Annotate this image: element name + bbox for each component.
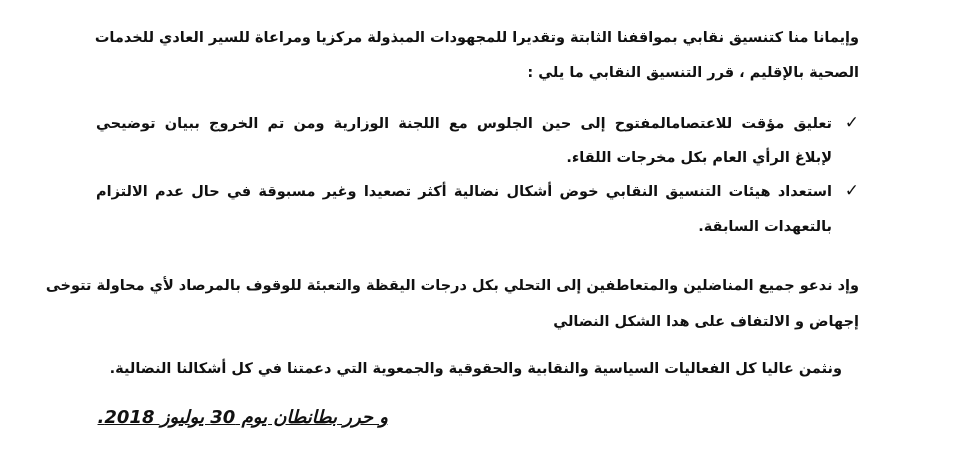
signature-date-line: و حرر بطانطان يوم 30 يوليوز 2018. <box>97 407 388 428</box>
decision-1-line-2: لإبلاغ الرأي العام بكل مخرجات اللقاء. <box>566 150 832 166</box>
intro-paragraph-line-2: الصحية بالإقليم ، قرر التنسيق النقابي ما يلي : <box>527 65 859 81</box>
call-paragraph-line-2: إجهاض و الالتفاف على هدا الشكل النضالي <box>553 314 859 330</box>
checkmark-icon: ✓ <box>844 113 859 133</box>
intro-paragraph-line-1: وإيمانا منا كتنسيق نقابي بمواقفنا الثابتة وتقديرا للمجهودات المبذولة مركزيا ومراعاة للسير العادي للخدمات <box>94 30 859 46</box>
thanks-paragraph: ونثمن عاليا كل الفعاليات السياسية والنقابية والحقوقية والجمعوية التي دعمتنا في كل أشكالنا النضالية. <box>109 361 842 377</box>
decision-2-line-2: بالتعهدات السابقة. <box>698 219 832 235</box>
call-paragraph-line-1: وإد ندعو جميع المناضلين والمتعاطفين إلى التحلي بكل درجات اليقظة والتعبئة للوقوف بالمرصاد لأي محاولة تتوخى <box>45 278 859 294</box>
checkmark-icon: ✓ <box>844 181 859 201</box>
decision-2-line-1: استعداد هيئات التنسيق النقابي خوض أشكال نضالية أكثر تصعيدا وغير مسبوقة في حال عدم الالتزام <box>96 184 832 200</box>
decision-1-line-1: تعليق مؤقت للاعتصامالمفتوح إلى حين الجلوس مع اللجنة الوزارية ومن تم الخروج ببيان توضيحي <box>96 116 832 132</box>
